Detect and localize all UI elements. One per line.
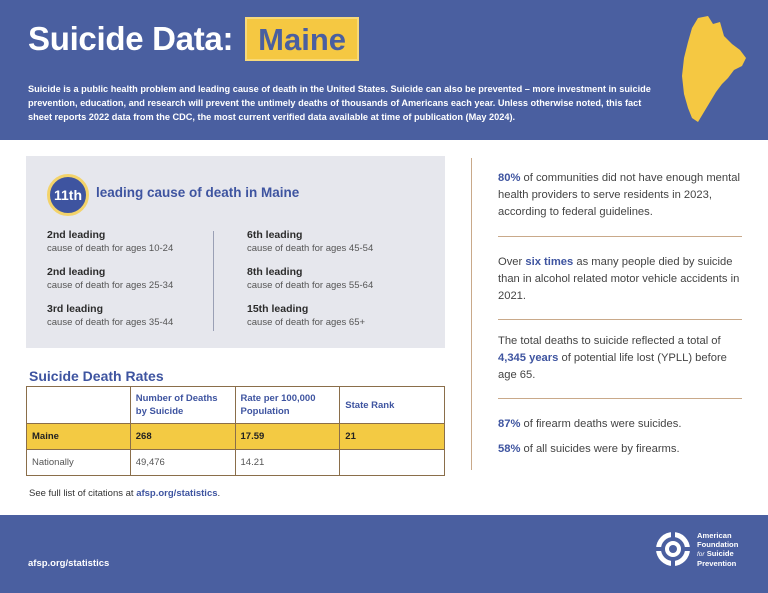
table-header-cell: Rate per 100,000 Population bbox=[235, 387, 340, 424]
state-name-badge: Maine bbox=[245, 17, 359, 61]
intro-paragraph: Suicide is a public health problem and leading cause of death in the United States. Suicide can also be prevented – more investment in suicide prevention, education, and research will prevent the untimely deaths of thousands of Americans each year. Unless otherwise noted, this fact sheet reports 2022 data from the CDC, the most current verified data available at time of publication (May 2024). bbox=[28, 84, 651, 123]
stat-text: as many people died by suicide than in alcohol related motor vehicle accidents in 2021. bbox=[498, 256, 740, 302]
page-title: Suicide Data: bbox=[28, 20, 234, 57]
org-name-line: Suicide bbox=[706, 549, 734, 558]
citations-link[interactable]: afsp.org/statistics bbox=[136, 488, 218, 499]
list-item bbox=[247, 265, 373, 302]
org-name-line: for bbox=[697, 551, 705, 558]
leading-rank: 8th leading bbox=[247, 266, 303, 278]
vertical-divider bbox=[471, 158, 472, 470]
column-divider bbox=[213, 231, 214, 331]
rank-label: leading cause of death in Maine bbox=[96, 185, 300, 200]
citations-note bbox=[29, 488, 220, 499]
stat-text: of firearm deaths were suicides. bbox=[520, 418, 682, 430]
maine-map-icon bbox=[676, 14, 748, 126]
org-name-line: American bbox=[697, 531, 732, 540]
leading-rank: 2nd leading bbox=[47, 266, 106, 278]
stat-ypll bbox=[498, 333, 748, 384]
citations-suffix: . bbox=[217, 488, 221, 499]
stat-value: six times bbox=[525, 256, 574, 268]
leading-desc: cause of death for ages 35-44 bbox=[47, 317, 174, 328]
list-item bbox=[247, 302, 373, 339]
stat-suicides-firearms bbox=[498, 441, 748, 458]
leading-desc: cause of death for ages 65+ bbox=[247, 317, 366, 328]
rates-table bbox=[26, 386, 445, 476]
list-item bbox=[47, 302, 173, 339]
leading-desc: cause of death for ages 10-24 bbox=[47, 243, 174, 254]
stat-text: Over bbox=[498, 256, 526, 268]
stat-providers bbox=[498, 170, 748, 221]
page-title-row bbox=[28, 17, 359, 61]
stat-text: of all suicides were by firearms. bbox=[520, 443, 680, 455]
stat-value: 58% bbox=[498, 443, 521, 455]
footer-link[interactable]: afsp.org/statistics bbox=[28, 558, 110, 569]
table-cell bbox=[340, 450, 445, 476]
table-cell: Nationally bbox=[27, 450, 131, 476]
header-banner bbox=[0, 0, 768, 140]
divider bbox=[498, 319, 742, 320]
footer-banner bbox=[0, 515, 768, 593]
table-cell: 17.59 bbox=[235, 424, 340, 450]
divider bbox=[498, 398, 742, 399]
leading-cause-card bbox=[26, 156, 445, 348]
rates-title: Suicide Death Rates bbox=[29, 368, 164, 384]
list-item bbox=[247, 228, 373, 265]
stat-value: 4,345 years bbox=[498, 352, 559, 364]
table-header-cell: Number of Deaths by Suicide bbox=[130, 387, 235, 424]
table-cell: 14.21 bbox=[235, 450, 340, 476]
org-name-line: Prevention bbox=[697, 559, 737, 568]
leading-rank: 15th leading bbox=[247, 303, 309, 315]
stat-text: The total deaths to suicide reflected a total of bbox=[498, 335, 721, 347]
table-cell: 49,476 bbox=[130, 450, 235, 476]
citations-prefix: See full list of citations at bbox=[29, 488, 137, 499]
table-cell: 268 bbox=[130, 424, 235, 450]
org-name bbox=[697, 531, 738, 568]
leading-rank: 2nd leading bbox=[47, 229, 106, 241]
rank-badge: 11th bbox=[47, 174, 89, 216]
stat-text: of potential life lost (YPLL) before age 65. bbox=[498, 352, 727, 381]
stat-six-times bbox=[498, 254, 748, 305]
stat-text: of communities did not have enough mental health providers to serve residents in 2023, according to federal guidelines. bbox=[498, 172, 740, 218]
divider bbox=[498, 236, 742, 237]
table-cell: Maine bbox=[27, 424, 131, 450]
table-row bbox=[27, 450, 445, 476]
org-name-line: Foundation bbox=[697, 540, 739, 549]
leading-desc: cause of death for ages 45-54 bbox=[247, 243, 374, 254]
table-header-row bbox=[27, 387, 445, 424]
leading-list-right bbox=[247, 228, 373, 339]
leading-desc: cause of death for ages 25-34 bbox=[47, 280, 174, 291]
table-header-cell bbox=[27, 387, 131, 424]
leading-rank: 6th leading bbox=[247, 229, 303, 241]
leading-desc: cause of death for ages 55-64 bbox=[247, 280, 374, 291]
stat-value: 87% bbox=[498, 418, 521, 430]
leading-list-left bbox=[47, 228, 173, 339]
stat-firearm-deaths bbox=[498, 416, 748, 433]
table-header-cell: State Rank bbox=[340, 387, 445, 424]
afsp-logo-icon bbox=[655, 531, 691, 567]
list-item bbox=[47, 228, 173, 265]
list-item bbox=[47, 265, 173, 302]
table-cell: 21 bbox=[340, 424, 445, 450]
stat-value: 80% bbox=[498, 172, 521, 184]
table-row bbox=[27, 424, 445, 450]
leading-rank: 3rd leading bbox=[47, 303, 104, 315]
